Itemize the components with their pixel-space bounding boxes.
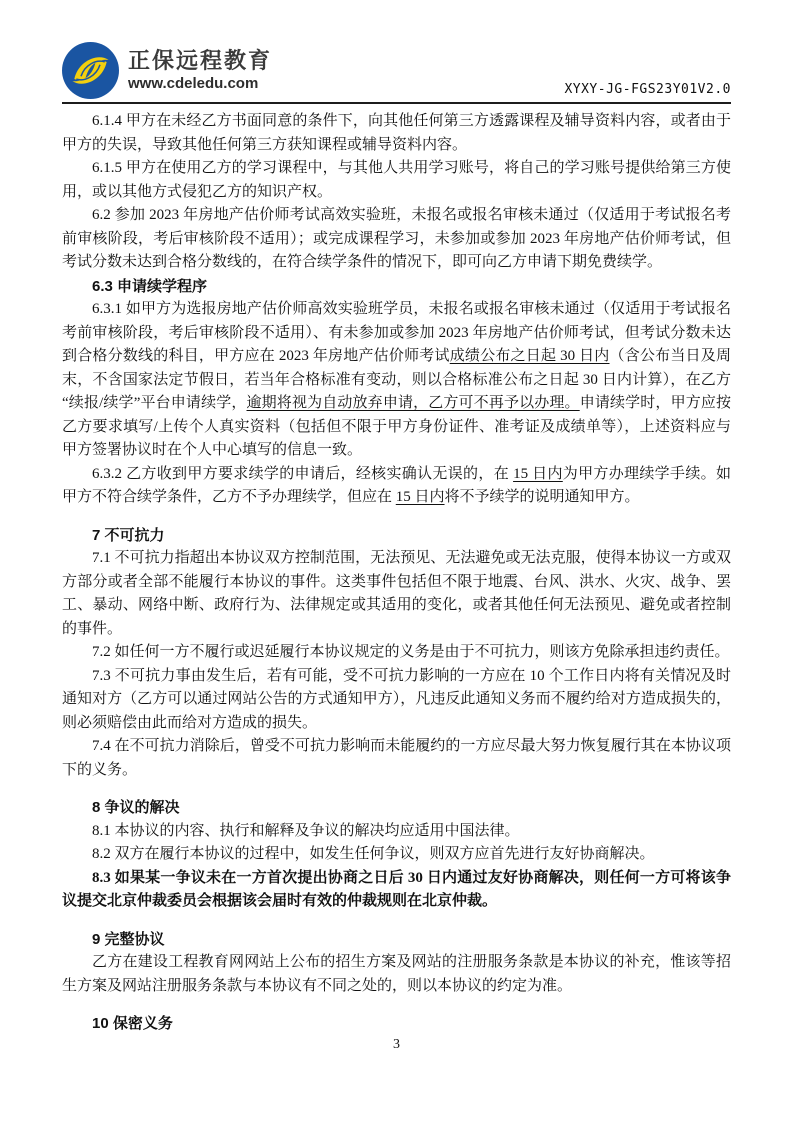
document-body [62,110,731,1036]
brand-text [128,48,272,92]
section-heading [62,524,731,548]
paragraph [62,463,731,510]
paragraph [62,641,731,665]
section-heading [62,275,731,299]
text-run: 6.3 申请续学程序 [92,277,208,295]
paragraph [62,735,731,782]
section-heading [62,928,731,952]
text-run: 为甲方办理续学手续。如甲方不符合续学条件，乙方不予办理续学，但应在 [62,465,731,505]
text-run: 10 保密义务 [92,1015,173,1032]
doc-code: XYXY-JG-FGS23Y01V2.0 [564,82,731,97]
text-run: 6.1.4 甲方在未经乙方书面同意的条件下，向其他任何第三方透露课程及辅导资料内容，或者由于甲方的失误，导致其他任何第三方获知课程或辅导资料内容。 [62,113,731,153]
text-run: 6.1.5 甲方在使用乙方的学习课程中，与其他人共用学习账号，将自己的学习账号提供给第三方使用，或以其他方式侵犯乙方的知识产权。 [62,160,731,200]
text-run: 7.3 不可抗力事由发生后，若有可能，受不可抗力影响的一方应在 10 个工作日内将有关情况及时通知对方（乙方可以通过网站公告的方式通知甲方），凡违反此通知义务而不履约给对方造成损失的，则必须赔偿由此而给对方造成的损失。 [62,667,731,731]
swirl-globe-logo-icon [62,42,119,99]
paragraph [62,820,731,844]
paragraph [62,867,731,914]
underlined-text: 逾期将视为自动放弃申请，乙方可不再予以办理。 [246,395,580,411]
underlined-text: 15 日内 [513,465,563,482]
text-run: 6.2 参加 2023 年房地产估价师考试高效实验班，未报名或报名审核未通过（仅适用于考试报名考前审核阶段，考后审核阶段不适用）；或完成课程学习，未参加或参加 2023 年房地产估价师考试，但考试分数未达到合格分数线的，在符合续学条件的情况下，即可向乙方申请下期免费续学。 [62,207,731,270]
text-run: 7 不可抗力 [92,526,165,544]
paragraph [62,951,731,998]
paragraph [62,204,731,275]
text-run: （含公布当日及周末，不含国家法定节假日，若当年合格标准有变动，则以合格标准公布之日起 30 日内计算），在乙方“续报/续学”平台申请续学， [62,348,731,411]
text-run: 8.1 本协议的内容、执行和解释及争议的解决均应适用中国法律。 [92,822,520,839]
text-run: 将不予续学的说明通知甲方。 [444,489,640,505]
text-run: 8 争议的解决 [92,799,180,816]
brand-name: 正保远程教育 [128,48,273,74]
underlined-text: 成绩公布之日起 30 日内 [449,348,610,364]
paragraph [62,110,731,157]
text-run: 6.3.2 乙方收到甲方要求续学的申请后，经核实确认无误的，在 [92,465,514,482]
page-number: 3 [393,1037,400,1052]
text-run: 乙方在建设工程教育网网站上公布的招生方案及网站的注册服务条款是本协议的补充，惟该等招生方案及网站注册服务条款与本协议有不同之处的，则以本协议的约定为准。 [62,954,731,994]
page-header [62,0,731,104]
paragraph [62,547,731,641]
text-run: 9 完整协议 [92,930,165,948]
page-footer [0,1037,793,1053]
text-run: 7.1 不可抗力指超出本协议双方控制范围，无法预见、无法避免或无法克服，使得本协议一方或双方部分或者全部不能履行本协议的事件。这类事件包括但不限于地震、台风、洪水、火灾、战争、罢工、暴动、网络中断、政府行为、法律规定或其适用的变化，或者其他任何无法预见、避免或者控制的事件。 [62,550,731,637]
brand-website: www.cdeledu.com [128,74,259,92]
paragraph [62,843,731,867]
section-heading [62,1012,731,1036]
paragraph [62,298,731,463]
text-run: 6.3.1 如甲方为选报房地产估价师高效实验班学员，未报名或报名审核未通过（仅适用于考试报名考前审核阶段，考后审核阶段不适用）、有未参加或参加 2023 年房地产估价师考试，但考试分数未达到合格分数线的科目，甲方应在 2023 年房地产估价师考试 [62,301,731,364]
text-run: 8.2 双方在履行本协议的过程中，如发生任何争议，则双方应首先进行友好协商解决。 [92,846,655,862]
section-heading [62,796,731,820]
paragraph [62,157,731,204]
underlined-text: 15 日内 [395,489,445,505]
text-run: 8.3 如果某一争议未在一方首次提出协商之日后 30 日内通过友好协商解决，则任何一方可将该争议提交北京仲裁委员会根据该会届时有效的仲裁规则在北京仲裁。 [62,869,731,909]
text-run: 申请续学时，甲方应按乙方要求填写/上传个人真实资料（包括但不限于甲方身份证件、准考证及成绩单等），上述资料应与甲方签署协议时在个人中心填写的信息一致。 [62,395,732,458]
brand [62,42,272,99]
text-run: 7.4 在不可抗力消除后，曾受不可抗力影响而未能履约的一方应尽最大努力恢复履行其在本协议项下的义务。 [62,738,731,778]
text-run: 7.2 如任何一方不履行或迟延履行本协议规定的义务是由于不可抗力，则该方免除承担违约责任。 [92,644,730,660]
paragraph [62,665,731,736]
